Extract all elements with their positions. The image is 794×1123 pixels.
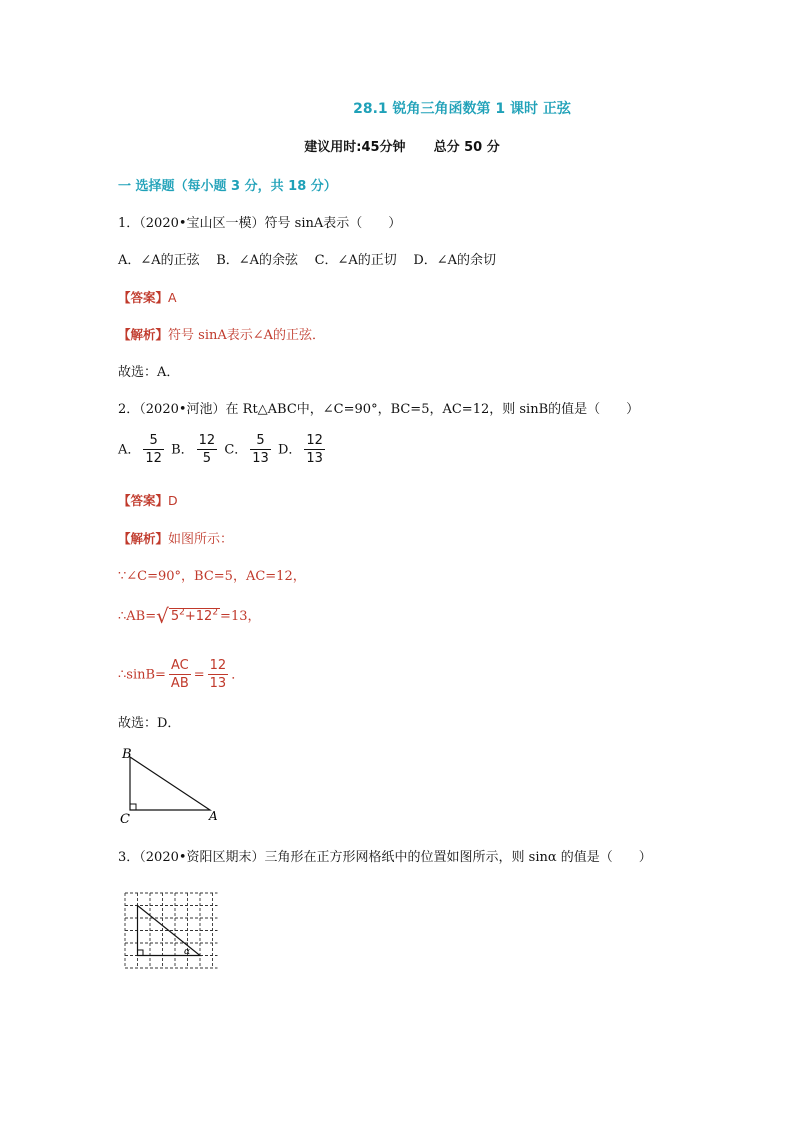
q2-option-d-letter: D．	[277, 442, 302, 458]
q2-option-c-letter: C．	[224, 442, 248, 458]
q2-option-a-letter: A．	[118, 442, 141, 458]
vertex-a-label: A	[209, 809, 218, 823]
q2-option-b-fraction: $\frac{12}{5}$	[198, 433, 216, 466]
page-title: 28.1 锐角三角函数第 1 课时 正弦	[353, 101, 571, 117]
answer-tag: 【答案】	[118, 290, 169, 305]
answer-value: D	[168, 493, 178, 508]
triangle-abc	[130, 757, 210, 810]
q2-option-b-letter: B．	[171, 442, 194, 458]
q2-answer	[118, 490, 178, 509]
sin-fraction-sides: $\frac{AC}{AB}$	[170, 658, 189, 691]
q2-option-c-fraction: $\frac{5}{13}$	[252, 433, 269, 466]
q2-triangle-figure	[112, 742, 242, 828]
ab-prefix: ∴AB=	[118, 609, 157, 624]
q1-options	[118, 249, 496, 268]
q1-option-c: C．∠A的正切	[314, 253, 397, 268]
q1-analysis	[118, 324, 325, 343]
answer-value: A	[168, 290, 177, 305]
choice-text: 故选：A．	[118, 365, 180, 380]
q3-stem: 3．（2020•资阳区期末）三角形在正方形网格纸中的位置如图所示，则 sinα 的值是（ ）	[118, 850, 652, 865]
time-label: 建议用时:45分钟	[304, 140, 406, 155]
sqrt-radicand: $5^2+12^2$	[170, 607, 219, 624]
q2-stem: 2．（2020•河池）在 Rt△ABC中，∠C=90°，BC=5，AC=12，则 sinB的值是（ ）	[118, 402, 640, 417]
ab-result: =13，	[220, 609, 261, 624]
grid-lines	[125, 893, 218, 968]
q1-choice	[118, 361, 179, 380]
vertex-b-label: B	[122, 747, 132, 762]
q1-stem: 1．（2020•宝山区一模）符号 sinA表示（ ）	[118, 216, 402, 231]
equals-sign: =	[193, 667, 205, 683]
right-angle-mark	[130, 804, 136, 810]
q2-choice: 故选：D．	[118, 716, 181, 731]
vertex-c-label: C	[120, 812, 130, 827]
sin-fraction-value: $\frac{12}{13}$	[209, 658, 227, 691]
q1-option-d: D．∠A的余切	[413, 253, 497, 268]
answer-tag: 【答案】	[118, 493, 169, 508]
alpha-label: α	[184, 947, 191, 957]
analysis-text: 如图所示：	[168, 532, 234, 547]
sqrt-sign: √	[156, 604, 169, 628]
q2-option-a-fraction: $\frac{5}{12}$	[145, 433, 162, 466]
score-label: 总分 50 分	[433, 140, 500, 155]
sin-prefix: ∴sinB=	[118, 667, 166, 683]
section-heading: 一 选择题（每小题 3 分，共 18 分）	[118, 179, 337, 194]
q1-option-a: A．∠A的正弦	[118, 253, 200, 268]
q2-sin-line	[118, 658, 244, 692]
q2-ab-line	[118, 604, 260, 628]
q2-analysis	[118, 528, 233, 547]
period: ．	[231, 667, 245, 683]
grid-right-angle-mark	[138, 950, 144, 956]
q1-option-b: B．∠A的余弦	[216, 253, 299, 268]
q2-option-d-fraction: $\frac{12}{13}$	[306, 433, 323, 466]
analysis-tag: 【解析】	[118, 531, 169, 546]
analysis-text: 符号 sinA表示∠A的正弦．	[168, 328, 326, 343]
q2-because-line: ∵∠C=90°，BC=5，AC=12，	[118, 569, 306, 584]
exam-meta	[0, 136, 794, 155]
q2-options	[118, 433, 328, 467]
q3-grid-figure	[120, 888, 224, 974]
q1-answer	[118, 287, 177, 306]
analysis-tag: 【解析】	[118, 327, 169, 342]
